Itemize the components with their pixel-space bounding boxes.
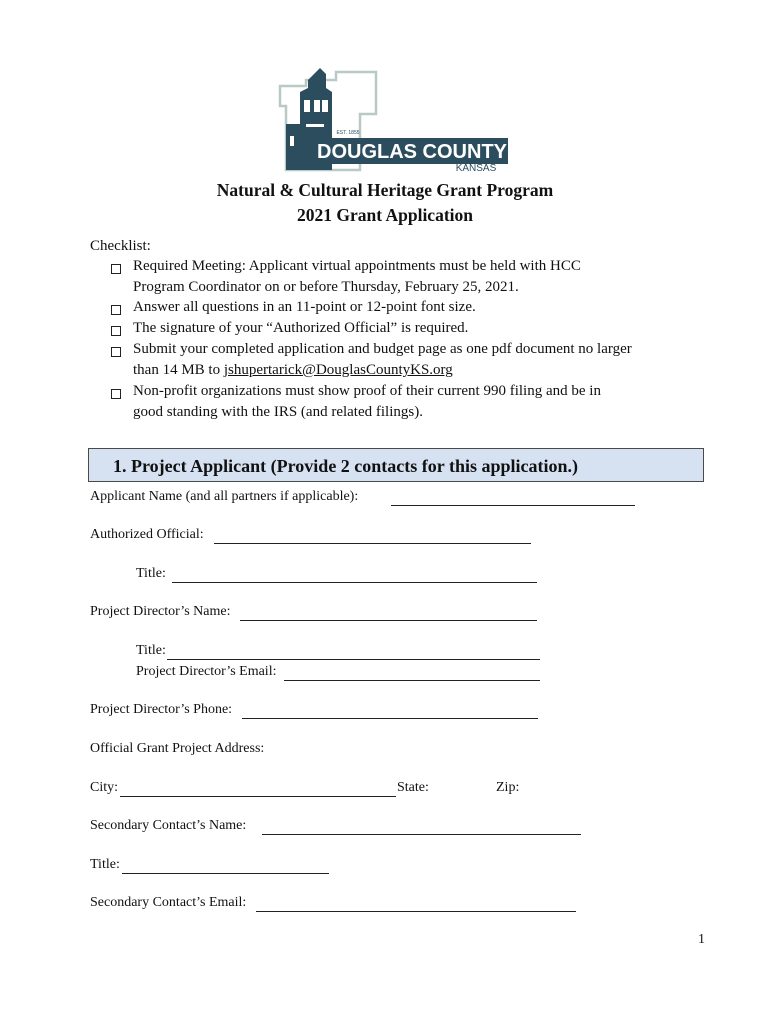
checklist-item-4-line-2: [133, 362, 453, 379]
secondary-contact-email-field[interactable]: [256, 911, 576, 912]
title-3-label: Title:: [90, 857, 120, 872]
project-director-email-label: Project Director’s Email:: [136, 664, 277, 679]
title-2-label: Title:: [136, 643, 166, 658]
title-2-field[interactable]: [167, 659, 540, 660]
secondary-contact-name-field[interactable]: [262, 834, 581, 835]
project-director-phone-label: Project Director’s Phone:: [90, 702, 233, 717]
title-3-field[interactable]: [122, 873, 329, 874]
project-director-phone-field[interactable]: [242, 718, 538, 719]
authorized-official-label: Authorized Official:: [90, 527, 204, 542]
checklist-item-1-line-2: Program Coordinator on or before Thursday, February 25, 2021.: [133, 279, 519, 295]
title-1-field[interactable]: [172, 582, 537, 583]
section-1-header: [88, 448, 704, 482]
section-1-title: 1. Project Applicant (Provide 2 contacts for this application.): [113, 456, 578, 476]
checklist-item-4-prefix: than 14 MB to: [133, 362, 224, 378]
checklist-item-3-line-1: The signature of your “Authorized Official” is required.: [133, 320, 469, 336]
city-field[interactable]: [120, 796, 396, 797]
checklist-item-4-line-1: Submit your completed application and budget page as one pdf document no larger: [133, 341, 632, 357]
city-label: City:: [90, 780, 119, 795]
secondary-contact-name-label: Secondary Contact’s Name:: [90, 818, 247, 833]
checklist-item-5-line-1: Non-profit organizations must show proof of their current 990 filing and be in: [133, 383, 601, 399]
state-label: State:: [397, 780, 429, 795]
page-title: Natural & Cultural Heritage Grant Program: [216, 180, 554, 200]
page-subtitle: 2021 Grant Application: [297, 205, 473, 225]
checklist-label: Checklist:: [90, 238, 151, 254]
submission-email-link[interactable]: jshupertarick@DouglasCountyKS.org: [223, 362, 453, 378]
checklist-item-1-line-1: Required Meeting: Applicant virtual appointments must be held with HCC: [133, 258, 581, 274]
official-address-label: Official Grant Project Address:: [90, 741, 265, 756]
project-director-name-field[interactable]: [240, 620, 537, 621]
project-director-email-field[interactable]: [284, 680, 540, 681]
page-number: 1: [698, 932, 705, 947]
checkbox-item-2[interactable]: [111, 305, 121, 315]
douglas-county-logo: [276, 66, 512, 174]
checklist-item-2-line-1: Answer all questions in an 11-point or 12-point font size.: [133, 299, 476, 315]
logo-sub: KANSAS: [455, 163, 497, 174]
logo-est: EST. 1855: [336, 130, 360, 136]
checkbox-item-3[interactable]: [111, 326, 121, 336]
logo-name: DOUGLAS COUNTY: [317, 141, 507, 163]
authorized-official-field[interactable]: [214, 543, 531, 544]
checkbox-item-1[interactable]: [111, 264, 121, 274]
secondary-contact-email-label: Secondary Contact’s Email:: [90, 895, 247, 910]
checkbox-item-5[interactable]: [111, 389, 121, 399]
checklist-item-5-line-2: good standing with the IRS (and related filings).: [133, 404, 423, 420]
project-director-name-label: Project Director’s Name:: [90, 604, 231, 619]
applicant-name-label: Applicant Name (and all partners if applicable):: [90, 489, 359, 504]
zip-label: Zip:: [496, 780, 520, 795]
checkbox-item-4[interactable]: [111, 347, 121, 357]
title-1-label: Title:: [136, 566, 166, 581]
applicant-name-field[interactable]: [391, 505, 635, 506]
